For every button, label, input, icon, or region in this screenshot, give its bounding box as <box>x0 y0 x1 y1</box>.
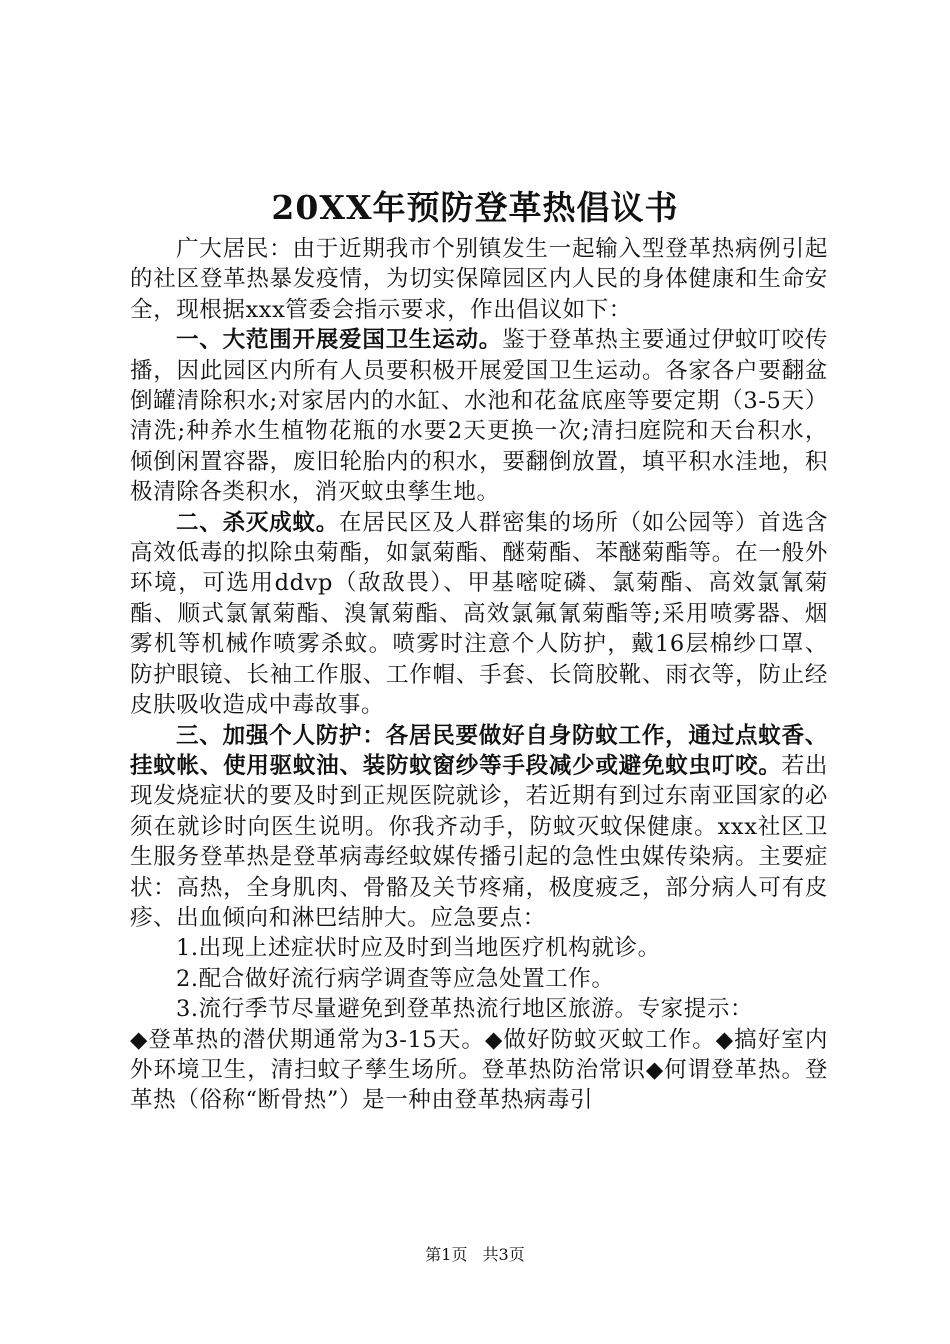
section-1-heading: 一、大范围开展爱国卫生运动。 <box>176 327 503 354</box>
section-1-text: 鉴于登革热主要通过伊蚊叮咬传播，因此园区内所有人员要积极开展爱国卫生运动。各家各户要翻盆倒罐清除积水;对家居内的水缸、水池和花盆底座等要定期（3-5天）清洗;种养水生植物花瓶的水要2天更换一次;清扫庭院和天台积水，倾倒闲置容器，废旧轮胎内的积水，要翻倒放置，填平积水洼地，积极清除各类积水，消灭蚊虫孳生地。 <box>130 327 828 506</box>
section-3-paragraph <box>130 721 828 934</box>
document-title: 20XX年预防登革热倡议书 <box>271 188 679 227</box>
page-total: 共3页 <box>482 1245 525 1264</box>
list-item: 1.出现上述症状时应及时到当地医疗机构就诊。 <box>176 935 661 962</box>
list-item: 3.流行季节尽量避免到登革热流行地区旅游。专家提示： <box>176 996 754 1023</box>
section-2-heading: 二、杀灭成蚊。 <box>176 509 340 536</box>
section-2-text: 在居民区及人群密集的场所（如公园等）首选含高效低毒的拟除虫菊酯，如氯菊酯、醚菊酯、苯醚菊酯等。在一般外环境，可选用ddvp（敌敌畏）、甲基嘧啶磷、氯菊酯、高效氯氰菊酯、顺式氯氰菊酯、溴氰菊酯、高效氯氟氰菊酯等;采用喷雾器、烟雾机等机械作喷雾杀蚊。喷雾时注意个人防护，戴16层棉纱口罩、防护眼镜、长袖工作服、工作帽、手套、长筒胶靴、雨衣等，防止经皮肤吸收造成中毒故事。 <box>130 509 828 719</box>
page-number: 第1页 <box>425 1245 468 1264</box>
section-3-heading: 三、加强个人防护：各居民要做好自身防蚊工作，通过点蚊香、挂蚊帐、使用驱蚊油、装防蚊窗纱等手段减少或避免蚊虫叮咬。 <box>130 722 828 779</box>
list-item: 2.配合做好流行病学调查等应急处置工作。 <box>176 965 615 992</box>
section-2-paragraph <box>130 508 828 721</box>
section-3-text: 若出现发烧症状的要及时到正规医院就诊，若近期有到过东南亚国家的必须在就诊时向医生说明。你我齐动手，防蚊灭蚊保健康。xxx社区卫生服务登革热是登革病毒经蚊媒传播引起的急性虫媒传染病。主要症状：高热，全身肌肉、骨骼及关节疼痛，极度疲乏，部分病人可有皮疹、出血倾向和淋巴结肿大。应急要点： <box>130 752 828 931</box>
section-1-paragraph <box>130 325 828 507</box>
intro-paragraph: 广大居民：由于近期我市个别镇发生一起输入型登革热病例引起的社区登革热暴发疫情，为切实保障园区内人民的身体健康和生命安全，现根据xxx管委会指示要求，作出倡议如下： <box>130 236 828 323</box>
page-footer <box>0 1244 950 1266</box>
document-body <box>130 234 828 1116</box>
tail-paragraph: ◆登革热的潜伏期通常为3-15天。◆做好防蚊灭蚊工作。◆搞好室内外环境卫生，清扫蚊子孳生场所。登革热防治常识◆何谓登革热。登革热（俗称“断骨热”）是一种由登革热病毒引 <box>130 1026 828 1114</box>
